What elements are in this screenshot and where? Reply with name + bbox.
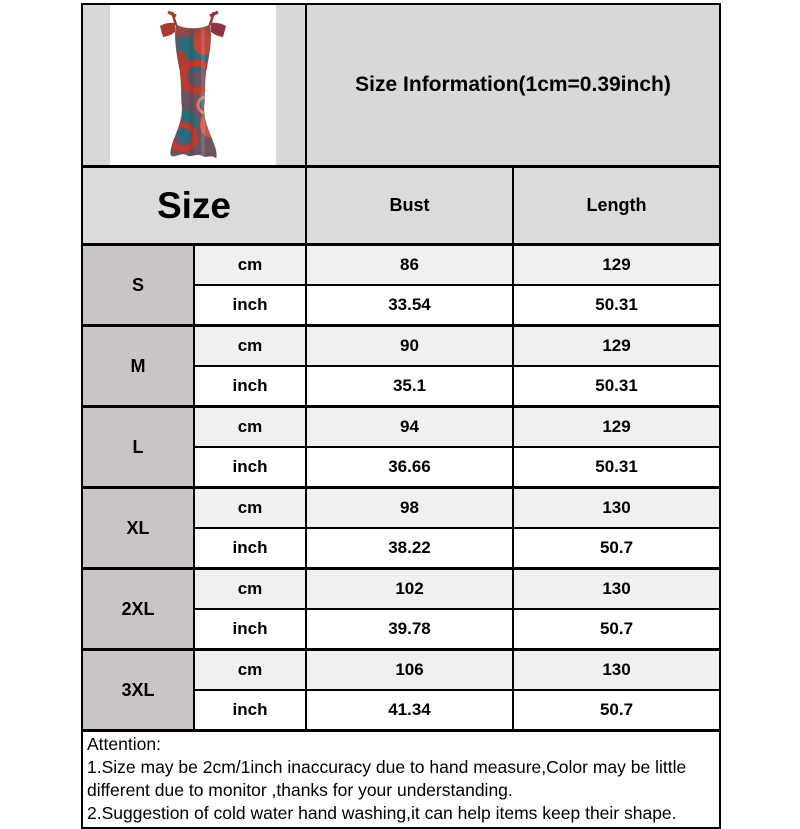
table-row (82, 407, 720, 448)
column-header-size: Size (82, 167, 306, 245)
unit-label-cm: cm (194, 407, 306, 448)
bust-value: 41.34 (306, 690, 513, 731)
table-row (82, 326, 720, 367)
bust-value: 38.22 (306, 528, 513, 569)
table-row (82, 650, 720, 691)
bust-value: 98 (306, 488, 513, 529)
floral-dress-image (142, 9, 244, 161)
unit-label-inch: inch (194, 366, 306, 407)
length-value: 130 (513, 488, 720, 529)
product-photo (110, 5, 276, 165)
column-header-length: Length (513, 167, 720, 245)
unit-label-cm: cm (194, 245, 306, 286)
length-value: 50.7 (513, 528, 720, 569)
bust-value: 90 (306, 326, 513, 367)
size-label-l: L (82, 407, 194, 488)
unit-label-inch: inch (194, 285, 306, 326)
bust-value: 106 (306, 650, 513, 691)
column-header-bust: Bust (306, 167, 513, 245)
size-info-title: Size Information(1cm=0.39inch) (355, 73, 671, 96)
size-label-xl: XL (82, 488, 194, 569)
length-value: 50.7 (513, 609, 720, 650)
length-value: 50.31 (513, 285, 720, 326)
attention-note (82, 731, 720, 828)
table-row (82, 245, 720, 286)
length-value: 130 (513, 650, 720, 691)
bust-value: 86 (306, 245, 513, 286)
unit-label-cm: cm (194, 569, 306, 610)
unit-label-inch: inch (194, 528, 306, 569)
table-row (82, 569, 720, 610)
attention-title: Attention: (87, 734, 161, 754)
size-label-s: S (82, 245, 194, 326)
size-label-3xl: 3XL (82, 650, 194, 731)
bust-value: 35.1 (306, 366, 513, 407)
unit-label-inch: inch (194, 690, 306, 731)
length-value: 129 (513, 407, 720, 448)
bust-value: 94 (306, 407, 513, 448)
length-value: 50.31 (513, 447, 720, 488)
length-value: 50.31 (513, 366, 720, 407)
bust-value: 39.78 (306, 609, 513, 650)
length-value: 130 (513, 569, 720, 610)
unit-label-cm: cm (194, 326, 306, 367)
unit-label-inch: inch (194, 609, 306, 650)
size-label-m: M (82, 326, 194, 407)
unit-label-cm: cm (194, 488, 306, 529)
top-row (82, 4, 720, 167)
unit-label-cm: cm (194, 650, 306, 691)
size-info-title-cell (306, 4, 720, 167)
length-value: 50.7 (513, 690, 720, 731)
size-label-2xl: 2XL (82, 569, 194, 650)
attention-row (82, 731, 720, 828)
attention-line-2: 2.Suggestion of cold water hand washing,it can help items keep their shape. (87, 802, 677, 823)
bust-value: 102 (306, 569, 513, 610)
table-row (82, 488, 720, 529)
column-header-row (82, 167, 720, 245)
unit-label-inch: inch (194, 447, 306, 488)
size-table (81, 3, 721, 829)
attention-line-1: 1.Size may be 2cm/1inch inaccuracy due to hand measure,Color may be little different due to monitor ,thanks for your understanding. (87, 756, 687, 800)
length-value: 129 (513, 245, 720, 286)
bust-value: 33.54 (306, 285, 513, 326)
product-photo-cell (82, 4, 306, 167)
photo-wrap (83, 5, 305, 165)
length-value: 129 (513, 326, 720, 367)
bust-value: 36.66 (306, 447, 513, 488)
